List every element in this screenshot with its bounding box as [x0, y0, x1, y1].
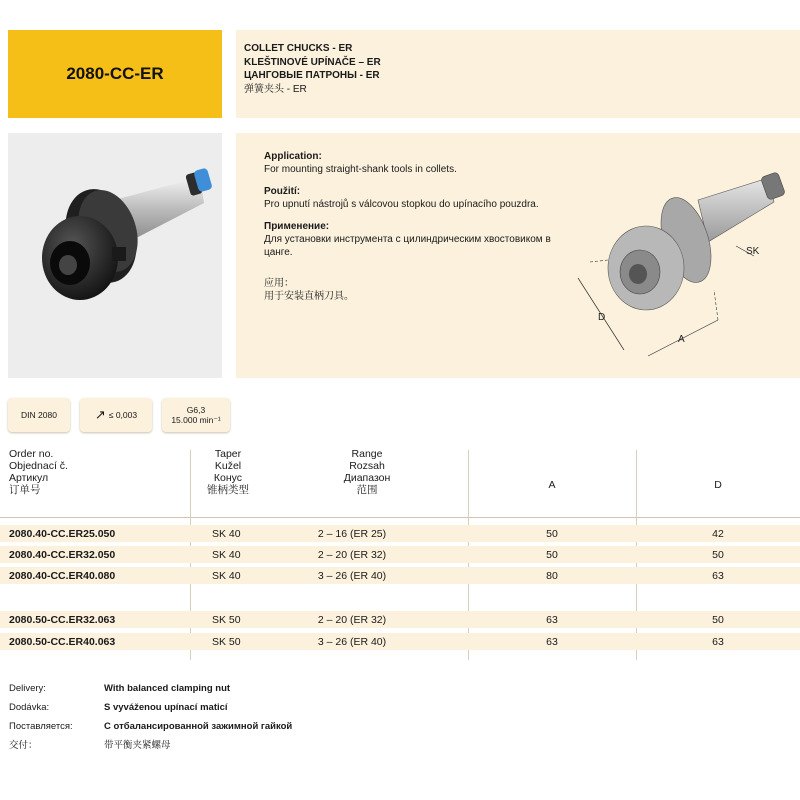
application-text: [264, 150, 564, 312]
dim-sk-label: SK: [746, 246, 760, 257]
taper: SK 40: [212, 528, 241, 540]
header-range-en: Range: [351, 448, 383, 460]
dim-d: 50: [712, 549, 724, 561]
application-label-en: Application:: [264, 151, 322, 162]
product-code: 2080-CC-ER: [66, 64, 164, 83]
delivery-value-cz: S vyváženou upínací maticí: [104, 702, 228, 713]
table-row: [0, 567, 800, 584]
header-taper-ru: Конус: [213, 472, 243, 484]
title-cz: KLEŠTINOVÉ UPÍNAČE – ER: [244, 56, 381, 68]
header-taper: [196, 448, 260, 496]
application-text-zh: 用于安装直柄刀具。: [264, 291, 354, 302]
header-order: [9, 448, 68, 496]
technical-drawing: [568, 150, 796, 370]
balance-grade: G6,3: [186, 405, 206, 415]
application-text-en: For mounting straight-shank tools in collets.: [264, 164, 457, 175]
title-zh: 弹簧夹头 - ER: [244, 83, 307, 95]
taper: SK 40: [212, 570, 241, 582]
delivery-label-zh: 交付：: [9, 740, 38, 751]
delivery-label-en: Delivery:: [9, 683, 46, 694]
order-number: 2080.40-CC.ER40.080: [9, 570, 116, 582]
header-range-cz: Rozsah: [349, 460, 385, 472]
table-row: [0, 525, 800, 542]
title-ru: ЦАНГОВЫЕ ПАТРОНЫ - ER: [244, 70, 380, 81]
order-number: 2080.50-CC.ER40.063: [9, 636, 116, 648]
table-row: [0, 633, 800, 650]
dim-a-label: A: [678, 334, 685, 345]
range: 2 – 20 (ER 32): [317, 614, 387, 626]
header-order-cz: Objednací č.: [9, 460, 68, 472]
header-order-en: Order no.: [9, 448, 54, 460]
dim-d: 63: [712, 570, 724, 582]
application-label-zh: 应用：: [264, 278, 294, 289]
runout-value: ≤ 0,003: [108, 410, 138, 420]
collet-chuck-photo-image: [8, 133, 222, 378]
delivery-label-ru: Поставляется:: [9, 721, 73, 732]
dim-d: 50: [712, 614, 724, 626]
range: 3 – 26 (ER 40): [317, 570, 387, 582]
table-row: [0, 546, 800, 563]
balance-badge: [162, 398, 230, 432]
header-taper-en: Taper: [214, 448, 242, 460]
product-photo: [8, 133, 222, 378]
application-text-ru: Для установки инструмента с цилиндрическим хвостовиком в цанге.: [264, 234, 551, 258]
taper: SK 50: [212, 636, 241, 648]
order-number: 2080.50-CC.ER32.063: [9, 614, 116, 626]
range: 2 – 16 (ER 25): [317, 528, 387, 540]
title-en: COLLET CHUCKS - ER: [244, 43, 353, 54]
header-a: A: [548, 479, 556, 491]
delivery-value-en: With balanced clamping nut: [104, 683, 231, 694]
dim-a: 50: [546, 549, 558, 561]
dim-d: 63: [712, 636, 724, 648]
runout-badge: [80, 398, 152, 432]
delivery-label-cz: Dodávka:: [9, 702, 50, 713]
taper: SK 40: [212, 549, 241, 561]
header-range-ru: Диапазон: [343, 472, 391, 484]
balance-speed: 15.000 min⁻¹: [171, 415, 221, 425]
application-label-cz: Použití:: [264, 186, 301, 197]
runout-arrow-icon: ↗: [94, 407, 106, 422]
product-titles: [244, 42, 381, 96]
dim-a: 63: [546, 636, 558, 648]
application-label-ru: Применение:: [264, 221, 330, 232]
header-range-zh: 范围: [356, 484, 378, 496]
header-order-ru: Артикул: [9, 472, 49, 484]
din-badge: [8, 398, 70, 432]
product-code-box: [8, 30, 222, 118]
dim-a: 63: [546, 614, 558, 626]
order-number: 2080.40-CC.ER25.050: [9, 528, 116, 540]
application-text-cz: Pro upnutí nástrojů s válcovou stopkou do upínacího pouzdra.: [264, 199, 539, 210]
taper: SK 50: [212, 614, 241, 626]
range: 2 – 20 (ER 32): [317, 549, 387, 561]
order-number: 2080.40-CC.ER32.050: [9, 549, 116, 561]
dim-d: 42: [712, 528, 724, 540]
header-taper-cz: Kužel: [214, 460, 242, 472]
header-range: [312, 448, 422, 496]
header-d: D: [714, 479, 722, 491]
range: 3 – 26 (ER 40): [317, 636, 387, 648]
header-divider: [0, 517, 800, 518]
delivery-value-ru: С отбалансированной зажимной гайкой: [104, 721, 293, 732]
din-label: DIN 2080: [21, 410, 57, 420]
table-row: [0, 611, 800, 628]
delivery-value-zh: 带平衡夹紧螺母: [104, 740, 171, 751]
header-order-zh: 订单号: [9, 484, 41, 496]
header-taper-zh: 锥柄类型: [207, 484, 249, 496]
dim-a: 80: [546, 570, 558, 582]
dim-d-label: D: [598, 312, 606, 323]
dim-a: 50: [546, 528, 558, 540]
